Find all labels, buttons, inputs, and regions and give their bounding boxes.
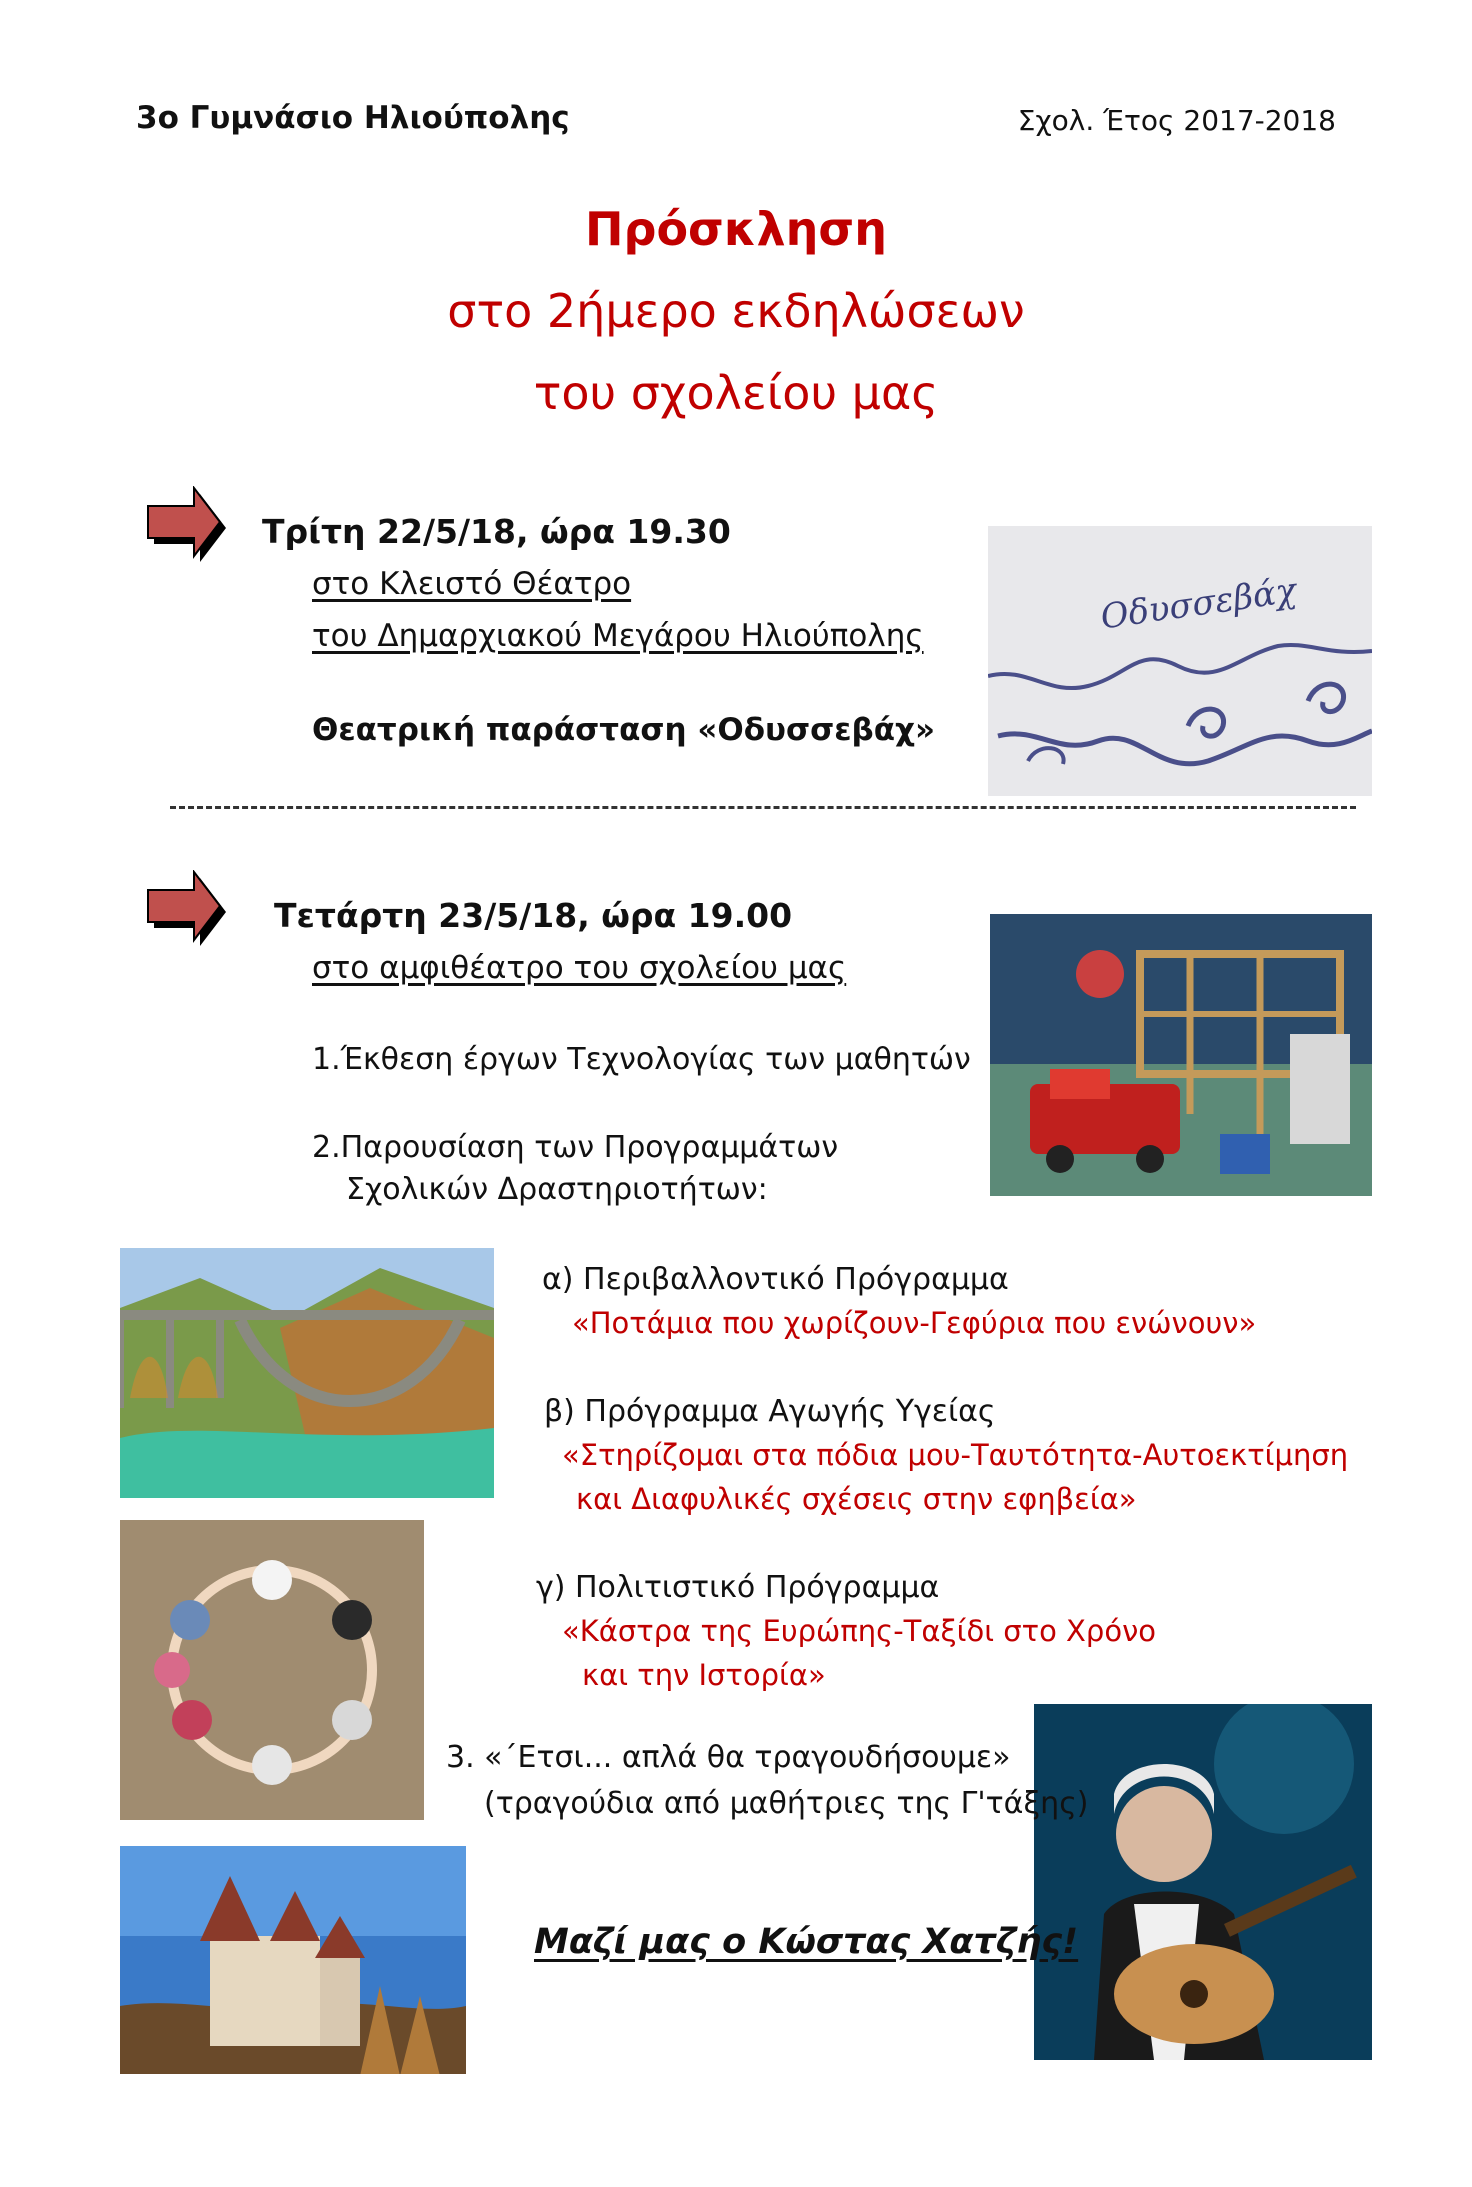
technology-exhibit-image [990,914,1372,1196]
event1-venue-line2: του Δημαρχιακού Μεγάρου Ηλιούπολης [312,618,924,654]
poster-title: Οδυσσεβάχ [1098,570,1299,638]
event2-item3-line1: 3. «΄Ετσι... απλά θα τραγουδήσουμε» [446,1740,1011,1775]
invitation-subtitle-1: στο 2ήμερο εκδηλώσεων [447,284,1025,338]
event2-item2-line1: 2.Παρουσίαση των Προγραμμάτων [312,1130,839,1165]
program-a-description: «Ποτάμια που χωρίζουν-Γεφύρια που ενώνουν» [572,1306,1257,1340]
section-divider [170,806,1356,809]
program-c-title: γ) Πολιτιστικό Πρόγραμμα [536,1570,940,1605]
school-name: 3ο Γυμνάσιο Ηλιούπολης [136,100,570,136]
event1-date: Τρίτη 22/5/18, ώρα 19.30 [262,512,731,551]
program-a-title: α) Περιβαλλοντικό Πρόγραμμα [542,1262,1009,1297]
event2-item1: 1.Έκθεση έργων Τεχνολογίας των μαθητών [312,1042,971,1077]
youth-circle-image [120,1520,424,1820]
invitation-subtitle-2: του σχολείου μας [533,366,939,420]
school-year: Σχολ. Έτος 2017-2018 [1017,104,1336,137]
singer-guitar-image [1034,1704,1372,2060]
program-b-description-line1: «Στηρίζομαι στα πόδια μου-Ταυτότητα-Αυτοεκτίμηση [562,1438,1349,1472]
program-c-description-line2: και την Ιστορία» [582,1658,826,1692]
event2-item3-line2: (τραγούδια από μαθήτριες της Γ'τάξης) [484,1786,1089,1821]
program-b-title: β) Πρόγραμμα Αγωγής Υγείας [544,1394,996,1429]
bridge-river-image [120,1248,494,1498]
guest-announcement: Μαζί μας ο Κώστας Χατζής! [534,1922,1079,1962]
event2-item2-line2: Σχολικών Δραστηριοτήτων: [346,1172,768,1207]
arrow-right-icon [146,486,230,564]
program-c-description-line1: «Κάστρα της Ευρώπης-Ταξίδι στο Χρόνο [562,1614,1157,1648]
odyssevach-poster-image [988,526,1372,796]
event1-venue-line1: στο Κλειστό Θέατρο [312,566,632,602]
arrow-right-icon [146,870,230,948]
invitation-title: Πρόσκληση [585,202,887,256]
event2-venue: στο αμφιθέατρο του σχολείου μας [312,950,847,986]
castle-image [120,1846,466,2074]
event2-date: Τετάρτη 23/5/18, ώρα 19.00 [274,896,793,935]
program-b-description-line2: και Διαφυλικές σχέσεις στην εφηβεία» [576,1482,1137,1516]
event1-show: Θεατρική παράσταση «Οδυσσεβάχ» [312,712,936,748]
